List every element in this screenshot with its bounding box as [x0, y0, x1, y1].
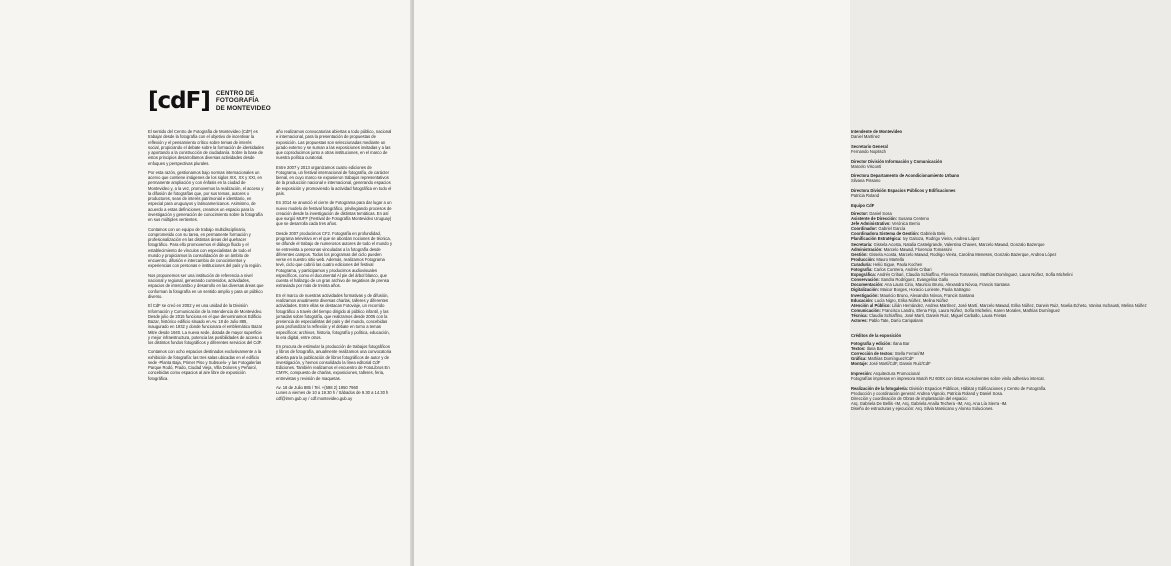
- credit-names: Gissela Acosta, Natalia Castelgrande, Valentina Chaves, Marcelo Mawad, Gonzalo Bazerque: [873, 241, 1045, 247]
- official-title: Directora División Espacios Públicos y Edificaciones: [851, 188, 956, 194]
- opening-hours: Lunes a viernes de 10 a 19.30 h / Sábados de 9.30 a 14.30 h: [276, 390, 389, 396]
- official-name: Silvana Pissano: [851, 178, 881, 184]
- credit-names: Sandra Rodríguez, Evangelina Gallo: [880, 277, 949, 283]
- team-title: Equipo CdF: [851, 202, 875, 208]
- credit-names: Stella Ferrari/IM: [894, 350, 925, 356]
- credit-names: Lucía Nigro, Erika Núñez, Melina Núñez: [874, 297, 949, 303]
- credit-role: Secretaría:: [851, 241, 873, 247]
- exhibition-credits-section: [851, 333, 1171, 367]
- official-block: [851, 188, 1171, 198]
- paragraph: En procura de estimular la producción de trabajos fotográficos y libros de fotografía, anualmente realizamos una convocatoria abierta para la publicación de libros fotográficos de autor y de investigación, y hemos consolidado la línea editorial CdF Ediciones. También realizamos el encuentro de FotoLibros En CMYK, compuesto de charlas, exposiciones, talleres, feria, entrevistas y revisión de maquetas.: [276, 344, 392, 381]
- official-block: [851, 173, 1171, 183]
- credit-role: Asistente de Dirección:: [851, 216, 898, 222]
- official-title: Directora Departamento de Acondicionamiento Urbano: [851, 173, 960, 179]
- official-title: Intendente de Montevideo: [851, 129, 903, 134]
- credit-role: Digitalización:: [851, 287, 880, 293]
- credit-names: Heliú Sigue, Paola Kochen: [873, 261, 923, 267]
- credit-role: Producción:: [851, 256, 876, 262]
- credit-role: Atención al Público:: [851, 302, 891, 308]
- print-credits: [851, 371, 1171, 381]
- credit-names: Ilana Bar: [866, 345, 884, 351]
- credit-names: Mathías Domínguez/CdF: [867, 356, 914, 362]
- paragraph: Contamos con un equipo de trabajo multidisciplinario, comprometido con su tarea, en permanente formación y profesionalización en las distintas áreas del quehacer fotográfico. Para ello promovemos el diálogo fluido y el establecimiento de vínculos con especialistas de todo el mundo y propiciamos la consolidación de un ámbito de encuentro, difusión e intercambio de conocimientos y experiencias con personas e instituciones del país y la región.: [148, 226, 262, 269]
- credit-role: Comunicación:: [851, 307, 881, 313]
- official-name: Daniel Martínez: [851, 134, 880, 140]
- official-block: [851, 159, 1171, 169]
- paragraph: El CdF se creó en 2002 y es una unidad de la División Información y Comunicación de la Intendencia de Montevideo. Desde julio de 2015 funciona en el que denominamos Edificio Bazar, histórico edificio situado en Av. 18 de Julio 885, inaugurado en 1932 y donde funcionara el emblemático Bazar Mitre desde 1940. La nueva sede, dotada de mayor superficie y mejor infraestructura, potencia las posibilidades de acceso a los distintos fondos fotográficos y diferentes servicios del CdF.: [148, 303, 263, 345]
- credit-role: Educación:: [851, 297, 874, 303]
- credit-role: Corrección de textos:: [851, 350, 894, 356]
- credit-names: Producción y coordinación general: Andrea Vignolo, Patricia Roland y Daniel Sosa.: [851, 390, 1004, 396]
- official-name: Fernando Nopitsch: [851, 148, 886, 154]
- credit-names: Verónica Berrio: [891, 221, 921, 227]
- cdf-logo: [148, 88, 271, 114]
- credit-names: Mauricio Bruno, Alexandra Nóvoa, Francis Santana: [880, 292, 975, 298]
- credit-names: División Espacios Públicos, Hábitat y Edificaciones y Centro de Fotografía.: [909, 385, 1047, 391]
- credit-role: Técnica:: [851, 312, 868, 318]
- credit-names: Pablo Tate, Darío Campalans: [868, 317, 923, 323]
- credit-names: Gabriela Belo: [920, 231, 946, 237]
- credit-names: Ivy Gaitoza, Rodrigo Vieira, Andrea López: [902, 236, 980, 242]
- credit-role: Administración:: [851, 246, 883, 252]
- credit-role: Expográfica:: [851, 272, 877, 278]
- credits-title: Créditos de la exposición: [851, 332, 902, 338]
- official-block: [851, 129, 1171, 139]
- paragraph: El sentido del Centro de Fotografía de Montevideo (CdF) es trabajar desde la fotografía con el objetivo de incentivar la reflexión y el pensamiento crítico sobre temas de interés social, propiciando el debate sobre la formación de identidades y aportando a la construcción de ciudadanía. Sobre la base de estos principios desarrollamos diversas actividades desde enfoques y perspectivas plurales.: [148, 129, 264, 166]
- credit-names: Diseño de estructuras y ejecución: Arq. Silvia Marsicano y Alonso Soluciones.: [851, 405, 994, 411]
- paragraph: Desde 2007 producimos CF2. Fotografía en profundidad, programa televisivo en el que se abordan nociones de técnica, se difunde el trabajo de numerosos autores de todo el mundo y se entrevista a personas vinculadas a la fotografía desde diferentes campos. Todos los programas del ciclo pueden verse en nuestro sitio web. Además, realizamos Fotograma tevé, ciclo que cubrió las cuatro ediciones del festival Fotograma, y participamos y producimos audiovisuales específicos, como el documental Al pie del árbol blanco, que cuenta el hallazgo de un gran archivo de negativos de prensa extraviado por más de treinta años.: [276, 230, 393, 289]
- credit-role: Actores:: [851, 317, 868, 323]
- realization-credits: [851, 386, 1171, 411]
- paragraph: Por esta razón, gestionamos bajo normas internacionales un acervo que contiene imágenes de los siglos XIX, XX y XXI, en permanente ampliación y con énfasis en la ciudad de Montevideo y, a la vez, promovemos la realización, el acceso y la difusión de fotografías que, por sus temas, autores o productores, sean de interés patrimonial e identitario, en especial para uruguayos y latinoamericanos. Asimismo, de acuerdo a estas definiciones, creamos un espacio para la investigación y generación de conocimiento sobre la fotografía en sus múltiples vertientes.: [148, 169, 264, 223]
- paragraph: año realizamos convocatorias abiertas a todo público, nacional e internacional, para la presentación de propuestas de exposición. Las propuestas son seleccionadas mediante un jurado externo y se suman a las exposiciones invitadas y a las que coproducimos junto a otras instituciones, en el marco de nuestra política curatorial.: [276, 129, 392, 161]
- credit-names: Gissela Acosta, Marcelo Mawad, Rodrigo Vieira, Carolina Meneses, Gonzalo Bazerque, Andrea López: [868, 251, 1057, 257]
- credit-names: Gabriel García: [878, 226, 906, 232]
- credit-names: Ilana Bar: [892, 340, 910, 346]
- credit-role: Documentación:: [851, 282, 884, 288]
- credit-role: Textos:: [851, 345, 866, 351]
- credit-names: Maicor Borges, Horacio Loriente, Paola Satragno: [880, 287, 971, 293]
- credit-role: Curaduría:: [851, 261, 872, 267]
- credit-role: Coordinador:: [851, 226, 878, 232]
- text-column-2: [276, 129, 392, 401]
- credit-role: Gestión:: [851, 251, 868, 257]
- credit-role: Gráfica:: [851, 356, 867, 362]
- official-name: Marcelo Visconti: [851, 163, 882, 169]
- paragraph: Entre 2007 y 2013 organizamos cuatro ediciones de Fotograma, un festival internacional de fotografía, de carácter bienal, en cuyo marco se expusieron trabajos representativos de la producción nacional e internacional, generando espacios de exposición y promoviendo la actividad fotográfica en todo el país.: [276, 164, 392, 196]
- credit-role: Fotografía y edición:: [851, 340, 892, 346]
- credit-names: Marcelo Mawad, Florencia Tomassini: [883, 246, 952, 252]
- credit-names: Mauro Martella: [876, 256, 904, 262]
- credit-names: Dirección y coordinación de Obras de implantación del espacio:: [851, 395, 968, 401]
- credits-column: [851, 129, 1171, 416]
- paragraph: Nos proponemos ser una institución de referencia a nivel nacional y regional, generando contenidos, actividades, espacios de intercambio y desarrollo en las diversas áreas que conforman la fotografía en un sentido amplio y para un público diverso.: [148, 272, 264, 299]
- credit-role: Planificación Estratégica:: [851, 236, 902, 242]
- credit-names: Carlos Contrera, Andrés Cribari: [873, 267, 932, 273]
- team-section: [851, 203, 1171, 323]
- official-title: Director División Información y Comunicación: [851, 158, 943, 164]
- credit-role: Director:: [851, 211, 869, 216]
- logo-text: [216, 90, 271, 113]
- contact-info: [276, 385, 392, 401]
- credit-names: Daniel Sosa: [869, 211, 892, 216]
- email-and-website: cdf@imm.gub.uy / cdf.montevideo.gub.uy: [276, 395, 353, 401]
- credit-names: Claudia Schiaffino, José Martí, Darwin Ruiz, Miguel Carballo, Laura Frietas: [868, 312, 1007, 318]
- print-detail: Fotografías impresas en impresora Mutoh RJ 600X con tintas ecosolventes sobre vinilo adhesivo intercat.: [851, 375, 1045, 381]
- left-page: [0, 0, 412, 566]
- official-name: Patricia Roland: [851, 193, 880, 199]
- credit-line: [851, 406, 1171, 411]
- credit-names: Lilián Hernández, Andrea Martínez, José Martí, Marcelo Mawad, Erika Núñez, Darwin Ruiz, Noelia Echeto, Vanina Inchausti, Melina Núñez: [891, 302, 1147, 308]
- logo-line-1: CENTRO DE: [215, 89, 255, 97]
- right-page: [414, 0, 1147, 566]
- credit-names: Ana Laura Cirio, Mauricio Bruno, Alexandra Nóvoa, Francis Santana: [884, 282, 1010, 288]
- text-column-1: [148, 129, 264, 385]
- credit-names: Francisco Landro, Elena Firpi, Laura Núñez, Sofía Michelini, Karen Morales, Mathías Domínguez: [882, 307, 1060, 313]
- credit-role: Montaje:: [851, 361, 869, 367]
- credit-names: José Martí/CdF, Darwin Ruiz/CdF: [869, 361, 931, 367]
- official-block: [851, 144, 1171, 154]
- logo-mark: [cdF]: [148, 88, 210, 114]
- print-role: Impresión:: [851, 370, 873, 376]
- credit-role: Coordinadora Sistema de Gestión:: [851, 231, 920, 237]
- logo-line-3: DE MONTEVIDEO: [215, 104, 271, 112]
- official-title: Secretario General: [851, 143, 888, 149]
- print-names: Arquitectura Promocional: [873, 370, 920, 376]
- credit-role: Investigación:: [851, 292, 879, 298]
- credit-role: Realización de la fotogalería:: [851, 385, 909, 391]
- paragraph: Contamos con ocho espacios destinados exclusivamente a la exhibición de fotografía: las tres salas ubicadas en el edificio sede -Planta Baja, Primer Piso y Subsuelo- y las Fotogalerías Parque Rodó, Prado, Ciudad Vieja, Villa Dolores y Peñarol, concebidas como espacios al aire libre de exposición fotográfica.: [148, 349, 262, 381]
- credit-role: Fotografía:: [851, 267, 873, 273]
- credit-line: [851, 318, 1171, 323]
- credit-role: Conservación:: [851, 277, 880, 283]
- credit-names: Andrés Cribari, Claudia Schiaffino, Florencia Tomassini, Mathías Domínguez, Laura Núñez, Sofía Michelini: [877, 272, 1073, 278]
- credit-line: [851, 361, 1171, 366]
- address: Av. 18 de Julio 885 / Tel. +(598 2) 1950 7960: [276, 385, 359, 391]
- credit-names: Susana Centeno: [898, 216, 930, 222]
- logo-line-2: FOTOGRAFÍA: [215, 97, 259, 105]
- paragraph: En el marco de nuestras actividades formativas y de difusión, realizamos anualmente diversas charlas, talleres y diferentes actividades. Entre ellas se destacan Fotoviaje, un recorrido fotográfico a través del tiempo dirigido al público infantil, y las jornadas sobre fotografía, que realizamos desde 2005 con la presencia de especialistas del país y del mundo, concebidas para profundizar la reflexión y el debate en torno a temas específicos: archivos, historia, fotografía y política, educación, la era digital, entre otros.: [276, 292, 390, 340]
- credit-names: Arq. Gabriela De Bellis -IM, Arq. Gabriela Anaíla Techera -IM, Arq. Ana Lía Sierra -IM.: [851, 400, 1008, 406]
- credit-role: Jefe Administrativo:: [851, 221, 891, 227]
- paragraph: En 2014 se anunció el cierre de Fotograma para dar lugar a un nuevo modelo de festival fotográfico, privilegiando procesos de creación desde la investigación de distintas temáticas. En así que surgió MUFF (Festival de Fotografía Montevideo Uruguay) que se desarrolla cada tres años.: [276, 200, 392, 227]
